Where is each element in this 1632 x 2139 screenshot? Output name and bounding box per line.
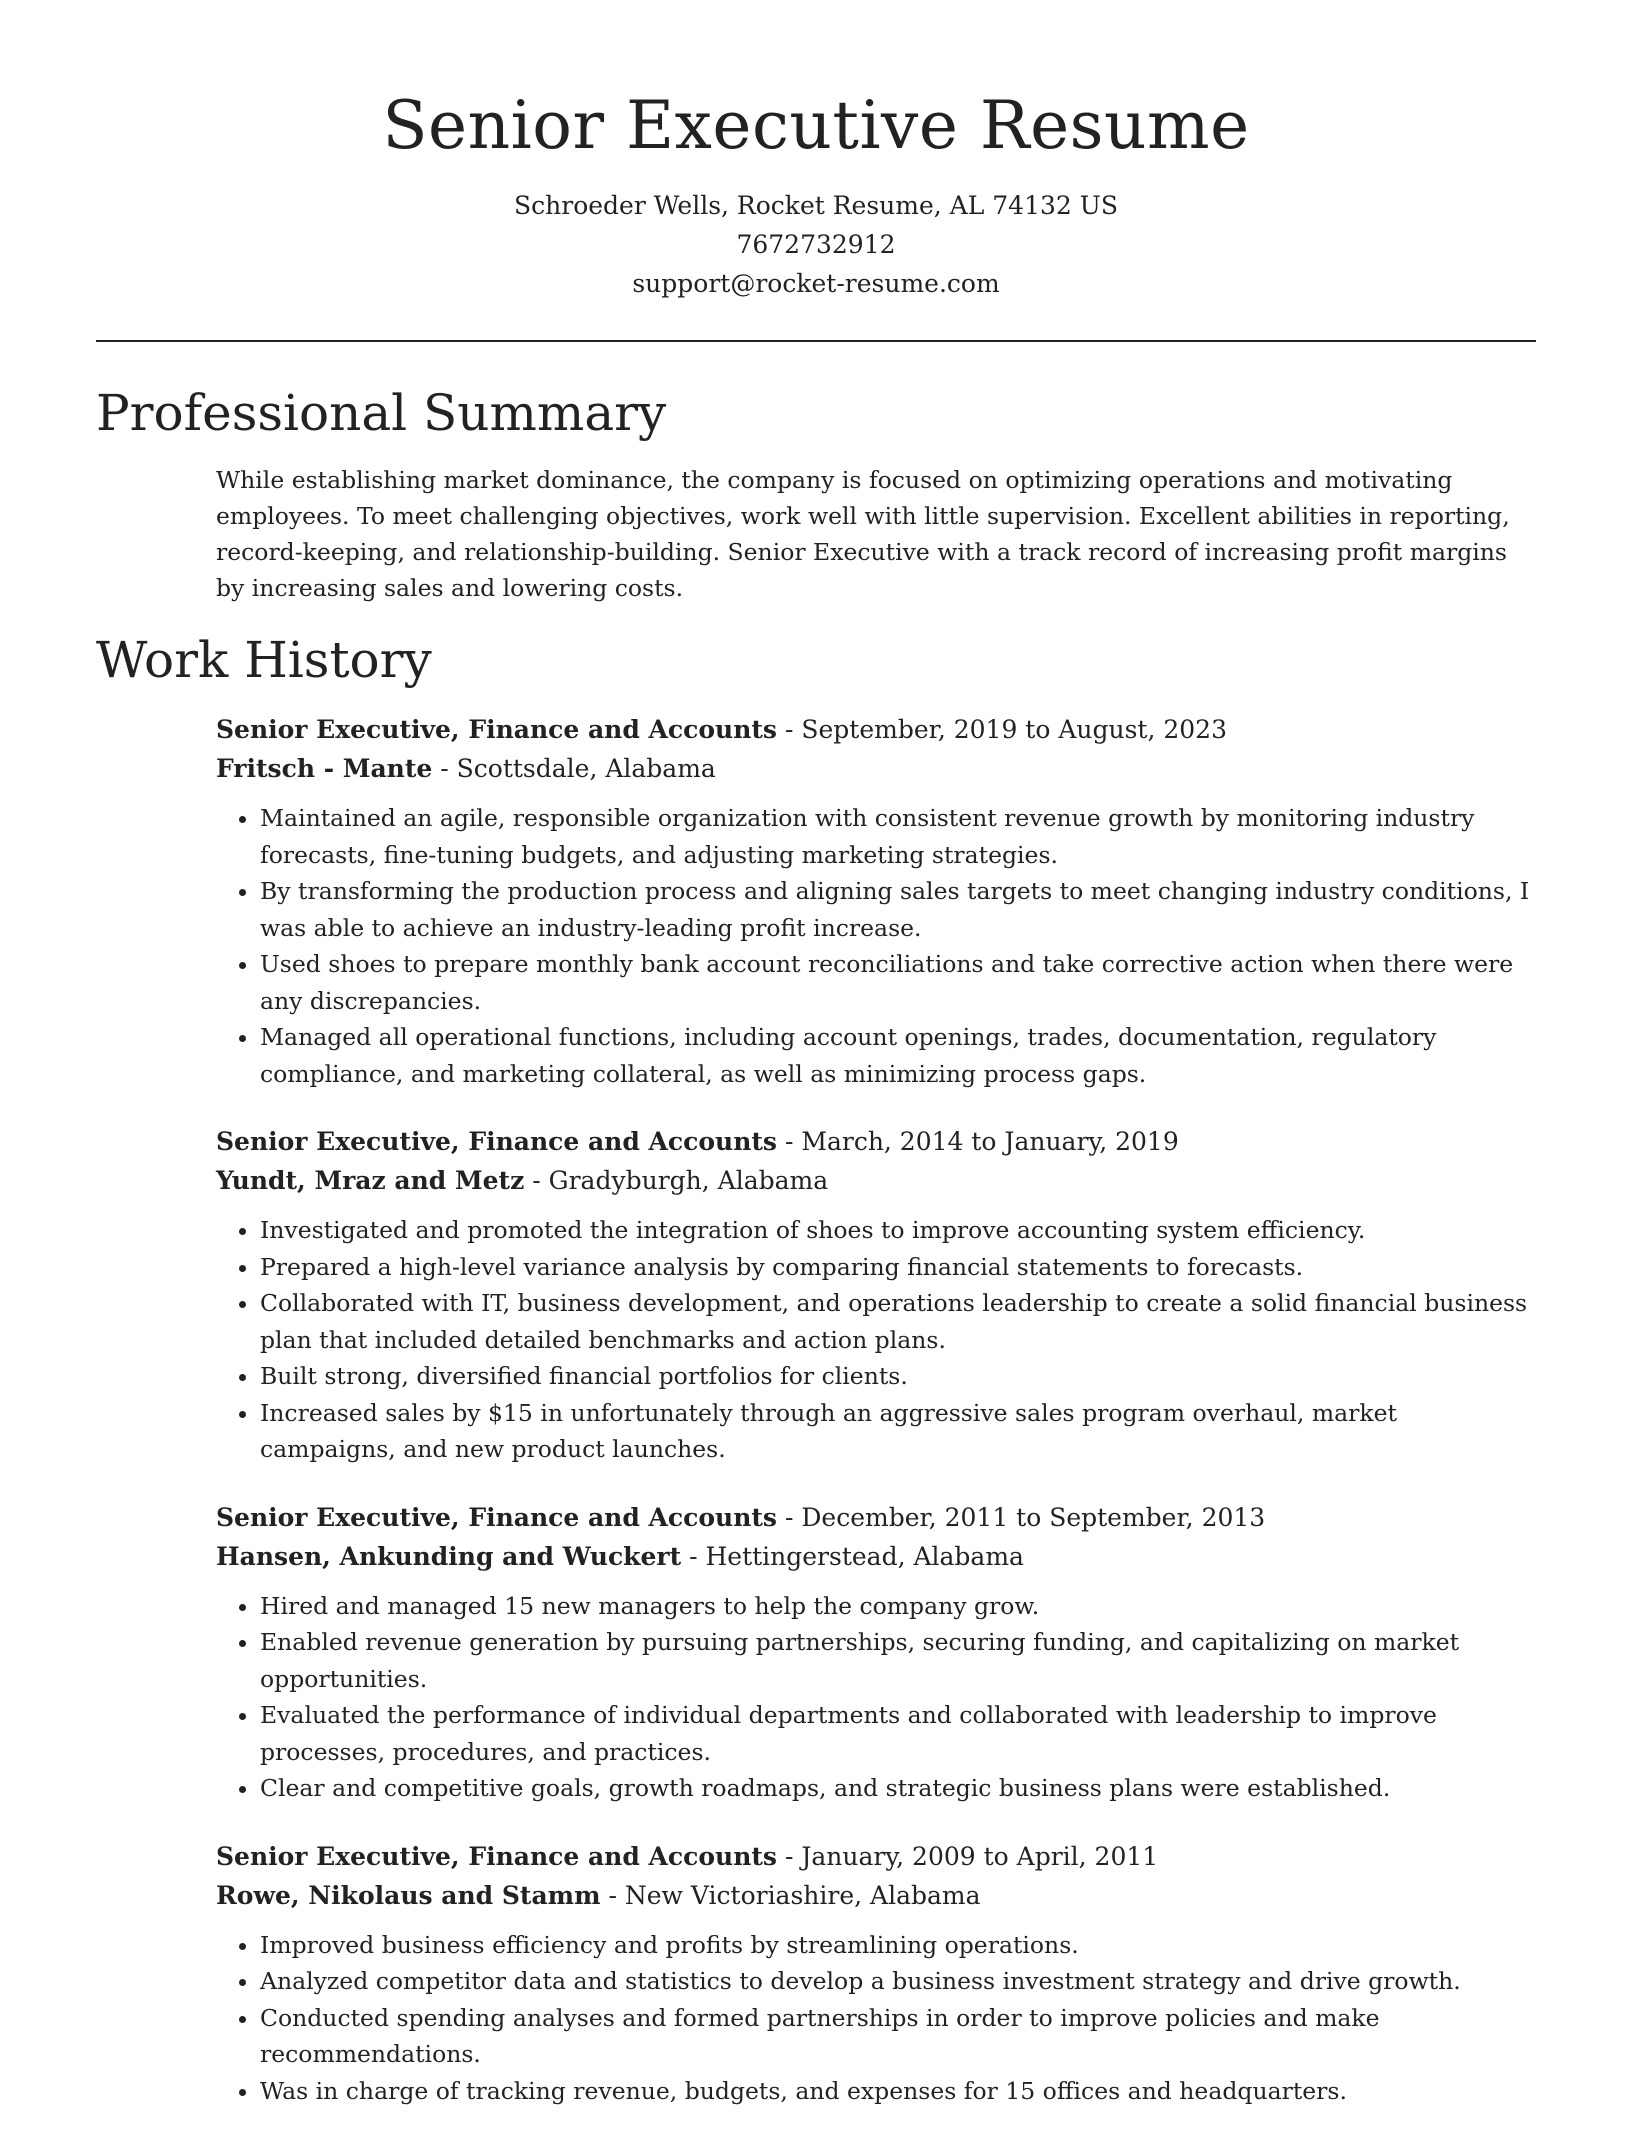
job-title: Senior Executive, Finance and Accounts xyxy=(216,1127,778,1156)
work-history-list xyxy=(216,710,1538,2139)
job-entry xyxy=(216,710,1538,1092)
header-divider xyxy=(96,340,1536,342)
job-title: Senior Executive, Finance and Accounts xyxy=(216,1841,778,1871)
job-company-line: Fritsch - Mante - Scottsdale, Alabama xyxy=(216,754,716,783)
job-bullets xyxy=(216,800,1538,1092)
job-bullet: • Conducted spending analyses and formed partnerships in order to improve policies and make recommendations. xyxy=(260,2000,1538,2073)
resume-title: Senior Executive Resume xyxy=(382,87,1250,164)
summary-heading: Professional Summary xyxy=(96,384,667,442)
job-bullet: • Clear and competitive goals, growth roadmaps, and strategic business plans were established. xyxy=(260,1770,1538,1807)
job-bullet: • Used shoes to prepare monthly bank account reconciliations and take corrective action when there were any discrepancies. xyxy=(260,946,1538,1019)
job-location: Scottsdale, Alabama xyxy=(456,754,716,783)
job-title-line: Senior Executive, Finance and Accounts - January, 2009 to April, 2011 xyxy=(216,1841,1159,1871)
contact-email: support@rocket-resume.com xyxy=(632,269,1000,298)
contact-block xyxy=(0,186,1632,303)
job-bullet: • Prepared a high-level variance analysis by comparing financial statements to forecasts. xyxy=(260,1249,1538,1286)
job-bullets xyxy=(216,1927,1538,2110)
job-company-line: Rowe, Nikolaus and Stamm - New Victoriashire, Alabama xyxy=(216,1880,981,1910)
contact-phone: 7672732912 xyxy=(736,230,896,259)
job-company: Rowe, Nikolaus and Stamm xyxy=(216,1880,601,1910)
job-location: Gradyburgh, Alabama xyxy=(548,1166,829,1195)
job-bullet: • Evaluated the performance of individual departments and collaborated with leadership to improve processes, procedures, and practices. xyxy=(260,1697,1538,1770)
job-bullet: • Managed all operational functions, including account openings, trades, documentation, regulatory compliance, and marketing collateral, as well as minimizing process gaps. xyxy=(260,1019,1538,1092)
job-dates: September, 2019 to August, 2023 xyxy=(801,715,1227,744)
job-bullet: • By transforming the production process and aligning sales targets to meet changing industry conditions, I was able to achieve an industry-leading profit increase. xyxy=(260,873,1538,946)
job-entry xyxy=(216,1122,1538,1468)
job-bullet: • Investigated and promoted the integration of shoes to improve accounting system efficiency. xyxy=(260,1212,1538,1249)
job-company: Yundt, Mraz and Metz xyxy=(216,1166,525,1195)
job-bullets xyxy=(216,1588,1538,1807)
job-bullets xyxy=(216,1212,1538,1468)
summary-text: While establishing market dominance, the company is focused on optimizing operations and motivating employees. To meet challenging objectives, work well with little supervision. Excellent abilities in reporting, record-keeping, and relationship-building. Senior Executive with a track record of increasing profit margins by increasing sales and lowering costs. xyxy=(216,466,1510,602)
job-bullet: • Increased sales by $15 in unfortunately through an aggressive sales program overhaul, market campaigns, and new product launches. xyxy=(260,1395,1538,1468)
job-dates: March, 2014 to January, 2019 xyxy=(801,1127,1179,1156)
job-dates: January, 2009 to April, 2011 xyxy=(801,1841,1159,1871)
job-bullet: • Hired and managed 15 new managers to help the company grow. xyxy=(260,1588,1538,1625)
job-location: New Victoriashire, Alabama xyxy=(624,1880,981,1910)
job-dates: December, 2011 to September, 2013 xyxy=(801,1502,1266,1532)
job-bullet: • Enabled revenue generation by pursuing partnerships, securing funding, and capitalizing on market opportunities. xyxy=(260,1624,1538,1697)
contact-address: Schroeder Wells, Rocket Resume, AL 74132 US xyxy=(514,191,1118,220)
job-location: Hettingerstead, Alabama xyxy=(705,1541,1024,1571)
job-entry xyxy=(216,1837,1538,2110)
job-title-line: Senior Executive, Finance and Accounts - September, 2019 to August, 2023 xyxy=(216,715,1227,744)
job-bullet: • Maintained an agile, responsible organization with consistent revenue growth by monitoring industry forecasts, fine-tuning budgets, and adjusting marketing strategies. xyxy=(260,800,1538,873)
job-bullet: • Improved business efficiency and profits by streamlining operations. xyxy=(260,1927,1538,1964)
job-entry xyxy=(216,1498,1538,1807)
job-title-line: Senior Executive, Finance and Accounts - December, 2011 to September, 2013 xyxy=(216,1502,1266,1532)
job-bullet: • Collaborated with IT, business development, and operations leadership to create a solid financial business plan that included detailed benchmarks and action plans. xyxy=(260,1285,1538,1358)
job-company-line: Hansen, Ankunding and Wuckert - Hettingerstead, Alabama xyxy=(216,1541,1024,1571)
job-bullet: • Analyzed competitor data and statistics to develop a business investment strategy and drive growth. xyxy=(260,1963,1538,2000)
job-company: Hansen, Ankunding and Wuckert xyxy=(216,1541,682,1571)
work-history-heading: Work History xyxy=(96,631,432,689)
job-company-line: Yundt, Mraz and Metz - Gradyburgh, Alabama xyxy=(216,1166,829,1195)
job-company: Fritsch - Mante xyxy=(216,754,433,783)
resume-header xyxy=(0,0,1632,303)
job-title: Senior Executive, Finance and Accounts xyxy=(216,1502,778,1532)
job-bullet: • Built strong, diversified financial portfolios for clients. xyxy=(260,1358,1538,1395)
job-title-line: Senior Executive, Finance and Accounts - March, 2014 to January, 2019 xyxy=(216,1127,1179,1156)
job-bullet: • Was in charge of tracking revenue, budgets, and expenses for 15 offices and headquarters. xyxy=(260,2073,1538,2110)
job-title: Senior Executive, Finance and Accounts xyxy=(216,715,778,744)
